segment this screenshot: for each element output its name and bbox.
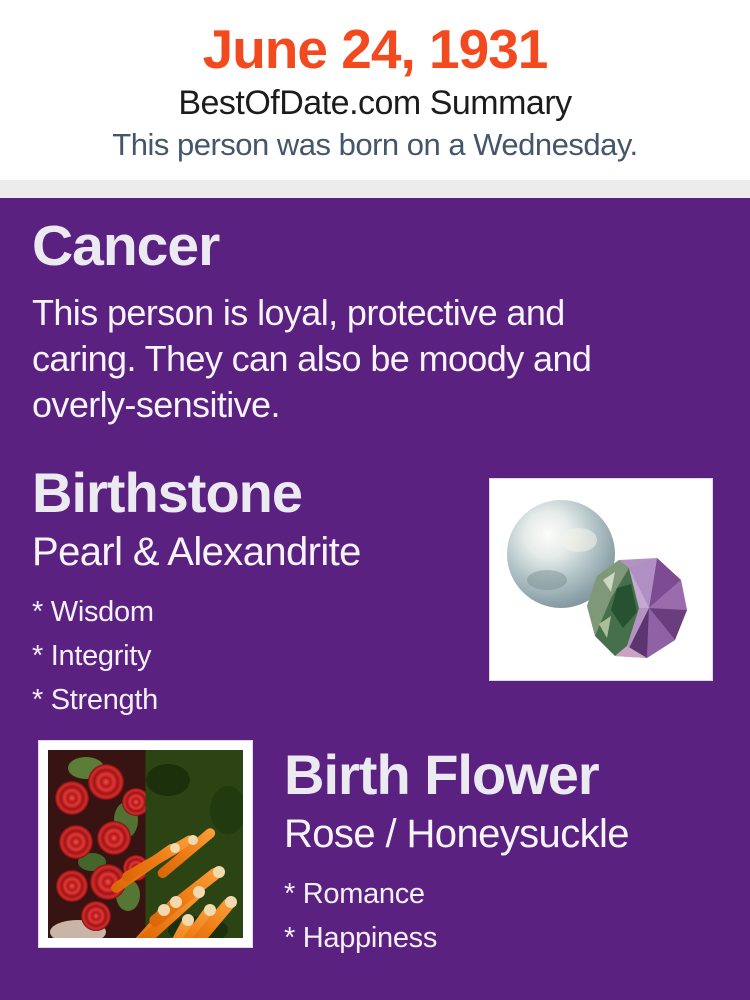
weekday-subtitle: This person was born on a Wednesday. xyxy=(112,127,638,163)
summary-card xyxy=(0,198,750,1000)
birthstone-trait: * Integrity xyxy=(32,640,152,673)
birth-flower-trait: * Happiness xyxy=(284,922,438,955)
birth-flower-section xyxy=(284,742,629,960)
pearl-alexandrite-illustration xyxy=(499,488,703,671)
birthstone-trait: * Wisdom xyxy=(32,596,154,629)
birthstone-heading: Birthstone xyxy=(32,461,302,524)
birth-flower-trait: * Romance xyxy=(284,878,425,911)
zodiac-sign-heading: Cancer xyxy=(32,214,220,278)
date-title: June 24, 1931 xyxy=(202,18,548,80)
birth-flower-heading: Birth Flower xyxy=(284,743,599,806)
birthstone-section xyxy=(32,460,361,722)
birthstone-photo-frame xyxy=(489,478,713,681)
birthstone-names: Pearl & Alexandrite xyxy=(32,530,361,575)
zodiac-description: This person is loyal, protective and caring. They can also be moody and overly-sensitive. xyxy=(32,292,592,425)
birth-flower-photo-frame xyxy=(38,740,253,948)
birth-flower-trait-list xyxy=(284,872,629,960)
birthstone-trait-list xyxy=(32,590,361,722)
birthstone-trait: * Strength xyxy=(32,684,158,717)
rose-honeysuckle-illustration xyxy=(48,750,243,938)
site-summary-title: BestOfDate.com Summary xyxy=(178,83,572,122)
header xyxy=(0,0,750,180)
birth-flower-names: Rose / Honeysuckle xyxy=(284,812,629,857)
divider-bar xyxy=(0,180,750,198)
